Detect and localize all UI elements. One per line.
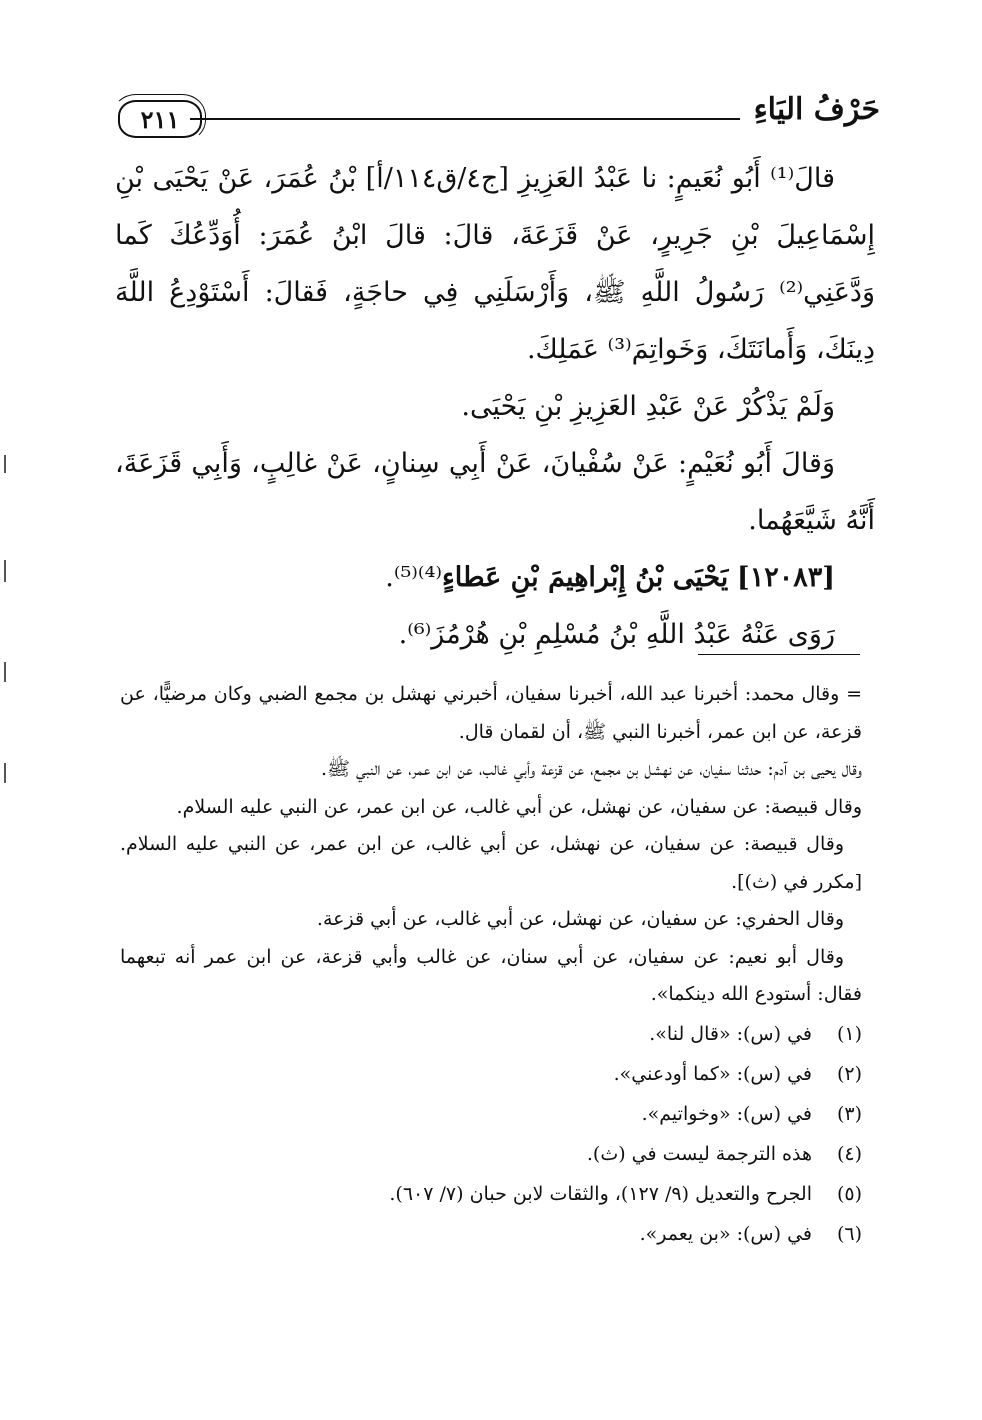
footnote-item [120, 1174, 862, 1214]
footnote-text: هذه الترجمة ليست في (ث). [586, 1142, 812, 1165]
paragraph-3: وَقالَ أَبُو نُعَيْمٍ: عَنْ سُفْيانَ، عَنْ أَبِي سِنانٍ، عَنْ غالِبٍ، وَأَبِي قَزَعَةَ، أَنَّهُ شَيَّعَهُما. [115, 448, 875, 536]
footnote-number: (٢) [836, 1062, 862, 1085]
footnote-continuation: وقال يحيى بن آدم: حدثنا سفيان، عن نهشل بن مجمع، عن قزعة وأبي غالب، عن ابن عمر، عن النبي ﷺ. [321, 758, 862, 780]
footnote-text: في (س): «بن يعمر». [639, 1222, 812, 1245]
footnote-item [120, 1214, 862, 1254]
chapter-title: حَرْفُ اليَاءِ [753, 92, 880, 127]
main-text [115, 150, 875, 663]
entry-footnote-marks: ⁽⁴⁾⁽⁵⁾. [385, 562, 443, 593]
footnote-item [120, 1054, 862, 1094]
margin-mark [4, 455, 6, 473]
footnote-separator [698, 654, 860, 655]
footnote-continuation: = وقال محمد: أخبرنا عبد الله، أخبرنا سفيان، أخبرني نهشل بن مجمع الضبي وكان مرضيًّا، عن قزعة، عن ابن عمر، أخبرنا النبي ﷺ، أن لقمان قال. [120, 683, 862, 743]
footnote-continuation: وقال الحفري: عن سفيان، عن نهشل، عن أبي غالب، عن أبي قزعة. [316, 908, 844, 930]
paragraph-4: رَوَى عَنْهُ عَبْدُ اللَّهِ بْنُ مُسْلِمِ بْنِ هُرْمُزَ⁽⁶⁾. [398, 619, 835, 650]
margin-mark [4, 662, 6, 682]
footnote-text: الجرح والتعديل (٩/ ١٢٧)، والثقات لابن حبان (٧/ ٦٠٧). [389, 1182, 812, 1205]
footnote-item [120, 1094, 862, 1134]
page-number: ٢١١ [140, 104, 180, 134]
footnote-continuation: وقال قبيصة: عن سفيان، عن نهشل، عن أبي غالب، عن ابن عمر، عن النبي عليه السلام. [176, 795, 862, 818]
footnote-continuation: وقال قبيصة: عن سفيان، عن نهشل، عن أبي غالب، عن ابن عمر، عن النبي عليه السلام. [مكرر في (ث)]. [120, 833, 862, 893]
footnotes [120, 676, 862, 1254]
footnote-continuation: وقال أبو نعيم: عن سفيان، عن أبي سنان، عن غالب وأبي قزعة، عن ابن عمر أنه تبعهما فقال: أستودع الله دينكما». [120, 945, 862, 1005]
footnote-number: (٣) [836, 1102, 862, 1125]
header-rule [190, 118, 740, 120]
entry-name: يَحْيَى بْنُ إِبْراهِيمَ بْنِ عَطاءٍ [442, 562, 729, 593]
footnote-number: (٦) [836, 1222, 862, 1245]
margin-mark [4, 763, 6, 783]
footnote-item [120, 1134, 862, 1174]
paragraph-1: قالَ⁽¹⁾ أَبُو نُعَيمٍ: نا عَبْدُ العَزِيزِ [ج٤/ق١١٤/أ] بْنُ عُمَرَ، عَنْ يَحْيَى بْنِ إِسْمَاعِيلَ بْنِ جَرِيرٍ، عَنْ قَزَعَةَ، قالَ: قالَ ابْنُ عُمَرَ: أُوَدِّعُكَ كَما وَدَّعَنِي⁽²⁾ رَسُولُ اللَّهِ ﷺ، وَأَرْسَلَنِي فِي حاجَةٍ، فَقالَ: أَسْتَوْدِعُ اللَّهَ دِينَكَ، وَأَمانَتَكَ، وَخَواتِمَ⁽³⁾ عَمَلِكَ. [115, 163, 875, 365]
footnote-number: (١) [836, 1022, 862, 1045]
footnote-text: في (س): «كما أودعني». [613, 1062, 812, 1085]
footnote-text: في (س): «قال لنا». [649, 1022, 812, 1045]
footnote-text: في (س): «وخواتيم». [641, 1102, 812, 1125]
footnote-number: (٥) [836, 1182, 862, 1205]
margin-mark [4, 560, 6, 582]
entry-number: [١٢٠٨٣] [736, 562, 835, 593]
paragraph-2: وَلَمْ يَذْكُرْ عَنْ عَبْدِ العَزِيزِ بْنِ يَحْيَى. [461, 391, 835, 422]
footnote-item [120, 1014, 862, 1054]
entry-heading [115, 549, 875, 606]
page-header [110, 88, 880, 148]
footnote-number: (٤) [836, 1142, 862, 1165]
